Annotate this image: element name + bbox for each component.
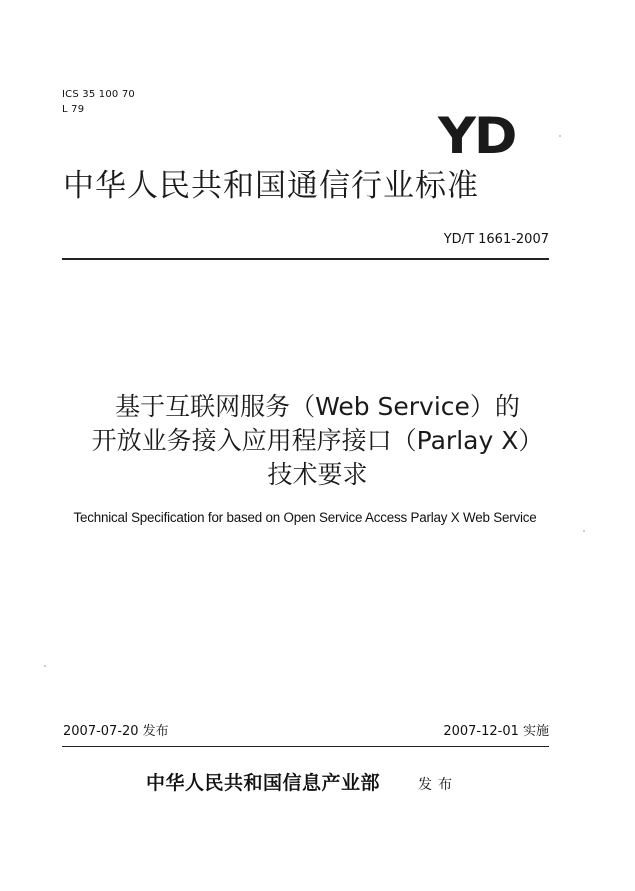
ccs-code: L 79 [62,104,85,115]
document-title [0,390,635,492]
footer-divider [62,746,549,747]
issue-date: 2007-07-20 发布 [63,724,169,739]
header-divider [62,258,549,260]
document-title-line-2: 开放业务接入应用程序接口（Parlay X） [91,426,544,455]
document-title-line-3: 技术要求 [267,460,368,489]
ics-code: ICS 35 100 70 [62,89,135,100]
english-title: Technical Specification for based on Open Service Access Parlay X Web Service [73,510,537,525]
publisher: 中华人民共和国信息产业部 [146,772,381,794]
classification-codes [62,88,135,118]
standard-number: YD/T 1661-2007 [443,232,549,247]
implementation-date: 2007-12-01 实施 [443,724,549,739]
scan-speck [559,135,561,137]
scan-speck [44,665,46,667]
scan-speck [583,530,585,532]
document-title-line-1: 基于互联网服务（Web Service）的 [115,392,520,421]
yd-logo: YD [438,107,516,165]
standard-category-title: 中华人民共和国通信行业标准 [63,168,479,204]
publish-label: 发布 [418,777,458,793]
